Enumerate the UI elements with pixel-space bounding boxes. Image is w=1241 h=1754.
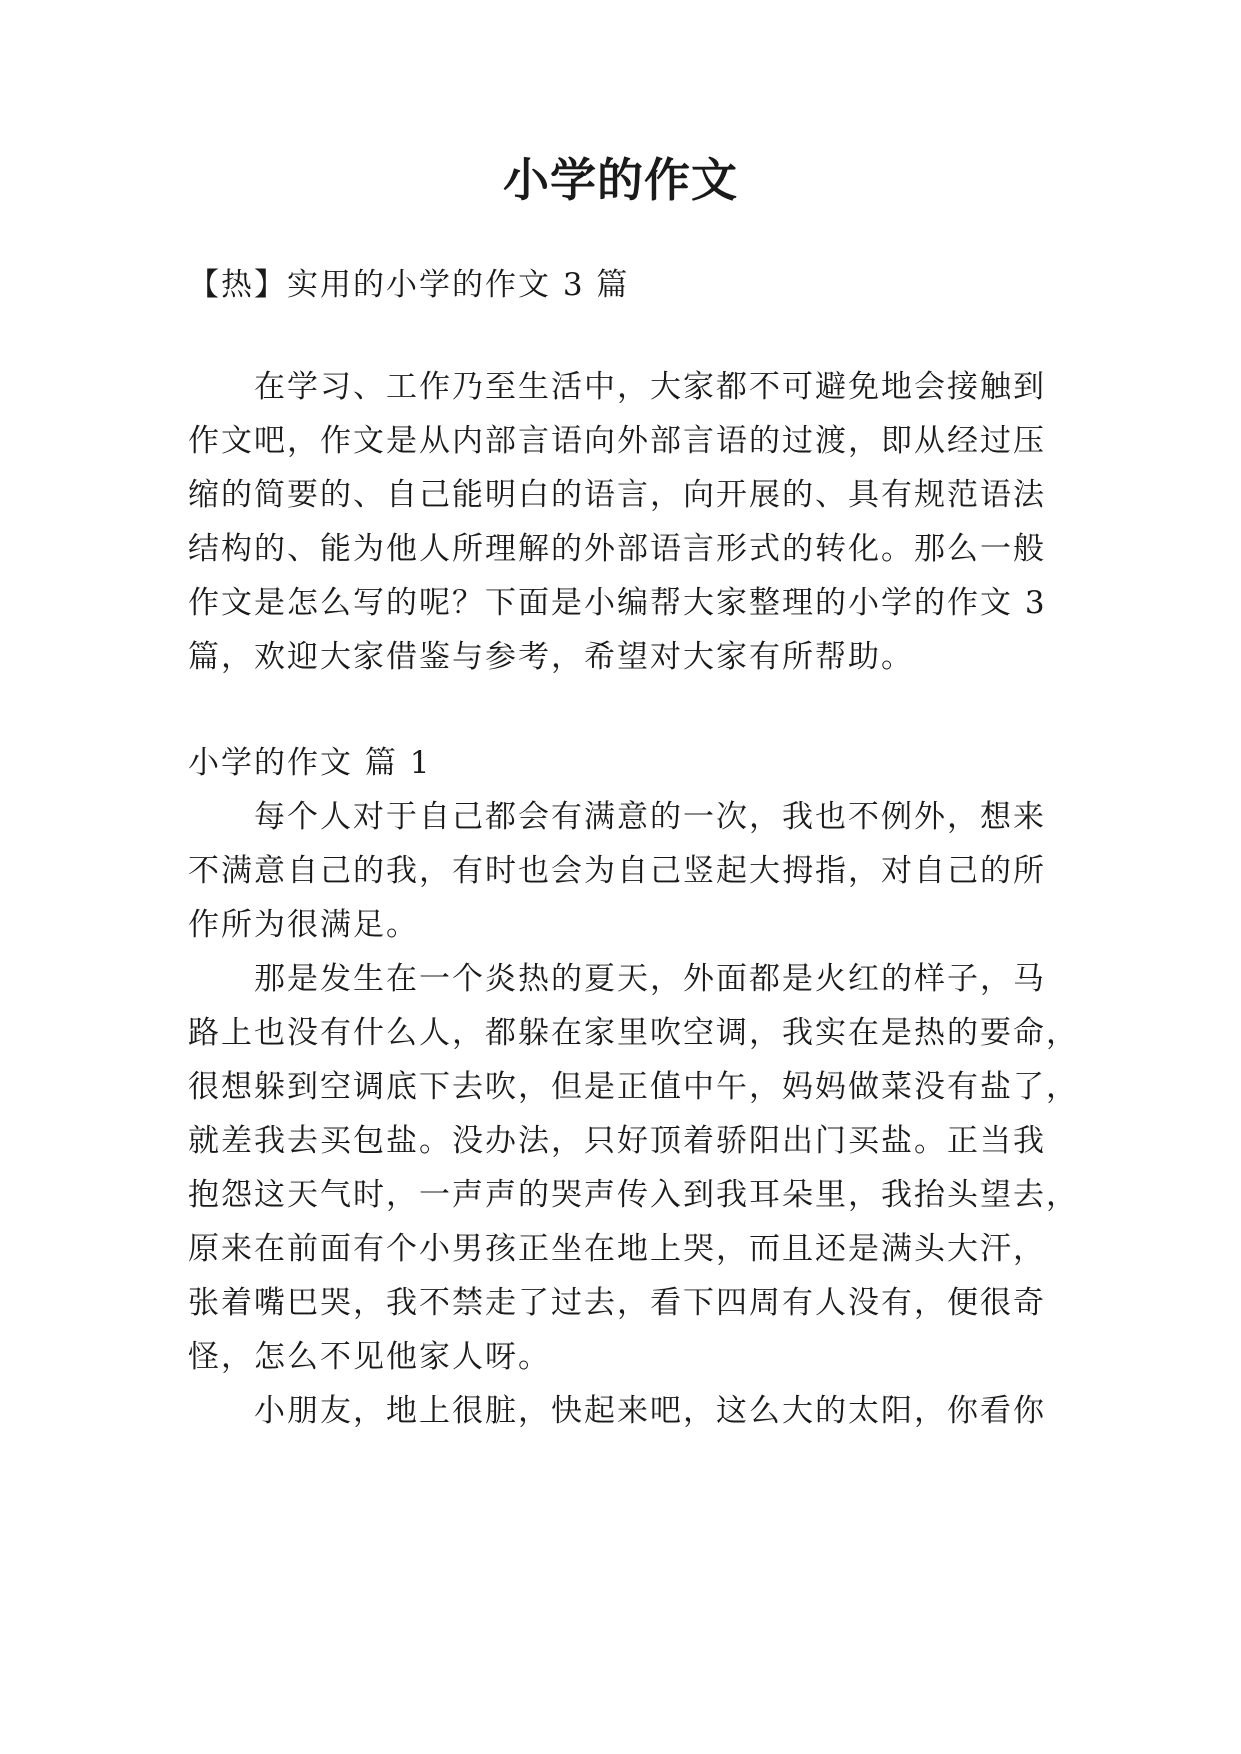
para1-line: 每个人对于自己都会有满意的一次，我也不例外，想来	[254, 799, 1046, 835]
para2-line: 张着嘴巴哭，我不禁走了过去，看下四周有人没有，便很奇	[188, 1285, 1046, 1321]
intro-line: 结构的、能为他人所理解的外部语言形式的转化。那么一般	[188, 531, 1046, 567]
para2-line: 很想躲到空调底下去吹，但是正值中午，妈妈做菜没有盐了，	[188, 1069, 1079, 1105]
para2-line: 抱怨这天气时，一声声的哭声传入到我耳朵里，我抬头望去，	[188, 1177, 1079, 1213]
para2-line: 怪，怎么不见他家人呀。	[188, 1339, 551, 1375]
para1-line: 不满意自己的我，有时也会为自己竖起大拇指，对自己的所	[188, 853, 1046, 889]
intro-line: 缩的简要的、自己能明白的语言，向开展的、具有规范语法	[188, 477, 1046, 513]
intro-line: 在学习、工作乃至生活中，大家都不可避免地会接触到	[254, 369, 1046, 405]
para1-line: 作所为很满足。	[188, 907, 419, 943]
intro-line: 作文吧，作文是从内部言语向外部言语的过渡，即从经过压	[188, 423, 1046, 459]
para3-line: 小朋友，地上很脏，快起来吧，这么大的太阳，你看你	[254, 1393, 1046, 1429]
intro-line: 篇，欢迎大家借鉴与参考，希望对大家有所帮助。	[188, 639, 914, 675]
para2-line: 就差我去买包盐。没办法，只好顶着骄阳出门买盐。正当我	[188, 1123, 1046, 1159]
para2-line: 路上也没有什么人，都躲在家里吹空调，我实在是热的要命，	[188, 1015, 1079, 1051]
document-subtitle: 【热】实用的小学的作文 3 篇	[188, 267, 630, 303]
page-title: 小学的作文	[503, 153, 738, 207]
para2-line: 那是发生在一个炎热的夏天，外面都是火红的样子，马	[254, 961, 1046, 997]
para2-line: 原来在前面有个小男孩正坐在地上哭，而且还是满头大汗，	[188, 1231, 1046, 1267]
intro-line: 作文是怎么写的呢？下面是小编帮大家整理的小学的作文 3	[188, 585, 1047, 621]
section-heading: 小学的作文 篇 1	[188, 745, 432, 781]
